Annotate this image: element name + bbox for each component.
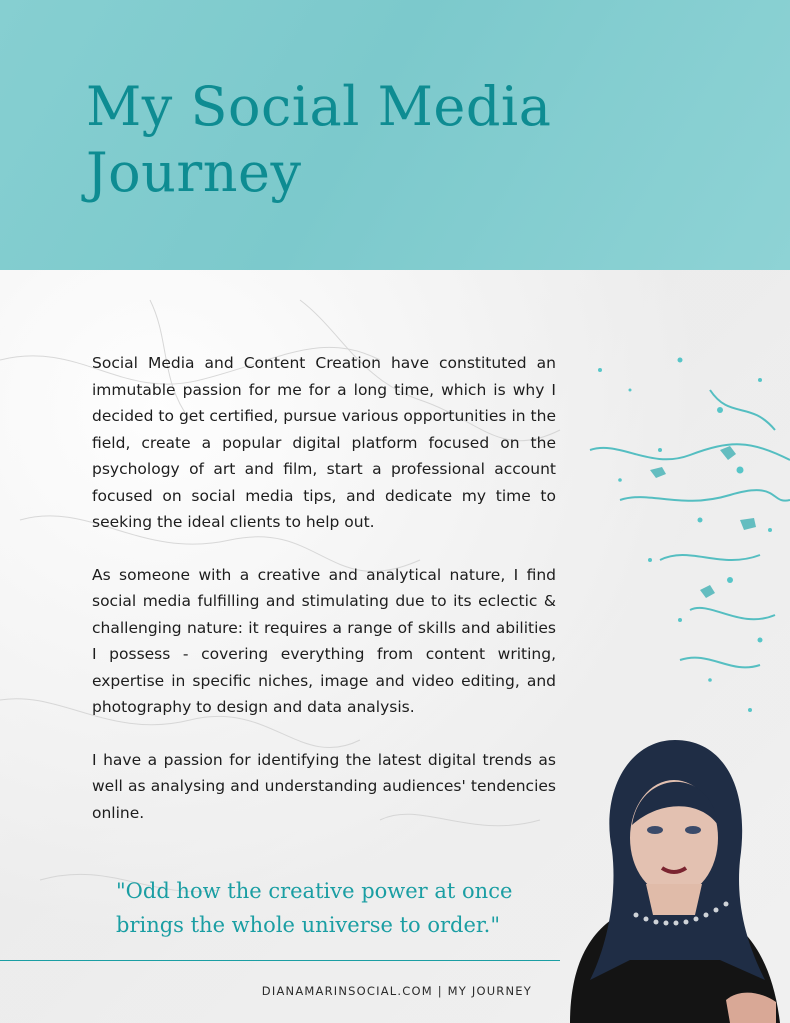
quote: "Odd how the creative power at once brings the whole universe to order." [116, 879, 513, 937]
paint-splatter-decoration [560, 330, 790, 730]
paragraph-3: I have a passion for identifying the latest digital trends as well as analysing and understanding audiences' tendencies online. [92, 750, 556, 822]
body-text [92, 350, 556, 852]
paragraph-1: Social Media and Content Creation have constituted an immutable passion for me for a long time, which is why I decided to get certified, pursue various opportunities in the field, create a popular digital platform focused on the psychology of art and film, start a professional account focused on social media tips, and dedicate my time to seeking the ideal clients to help out. [92, 354, 556, 531]
page-title: My Social Media Journey [86, 75, 552, 204]
footer-text: DIANAMARINSOCIAL.COM | MY JOURNEY [261, 984, 532, 998]
paragraph-2: As someone with a creative and analytical nature, I find social media fulfilling and stimulating due to its eclectic & challenging nature: it requires a range of skills and abilities I possess - covering everything from content writing, expertise in specific niches, image and video editing, and photography to design and data analysis. [92, 565, 556, 716]
footer-divider [0, 960, 560, 961]
portrait-photo [550, 730, 790, 1023]
